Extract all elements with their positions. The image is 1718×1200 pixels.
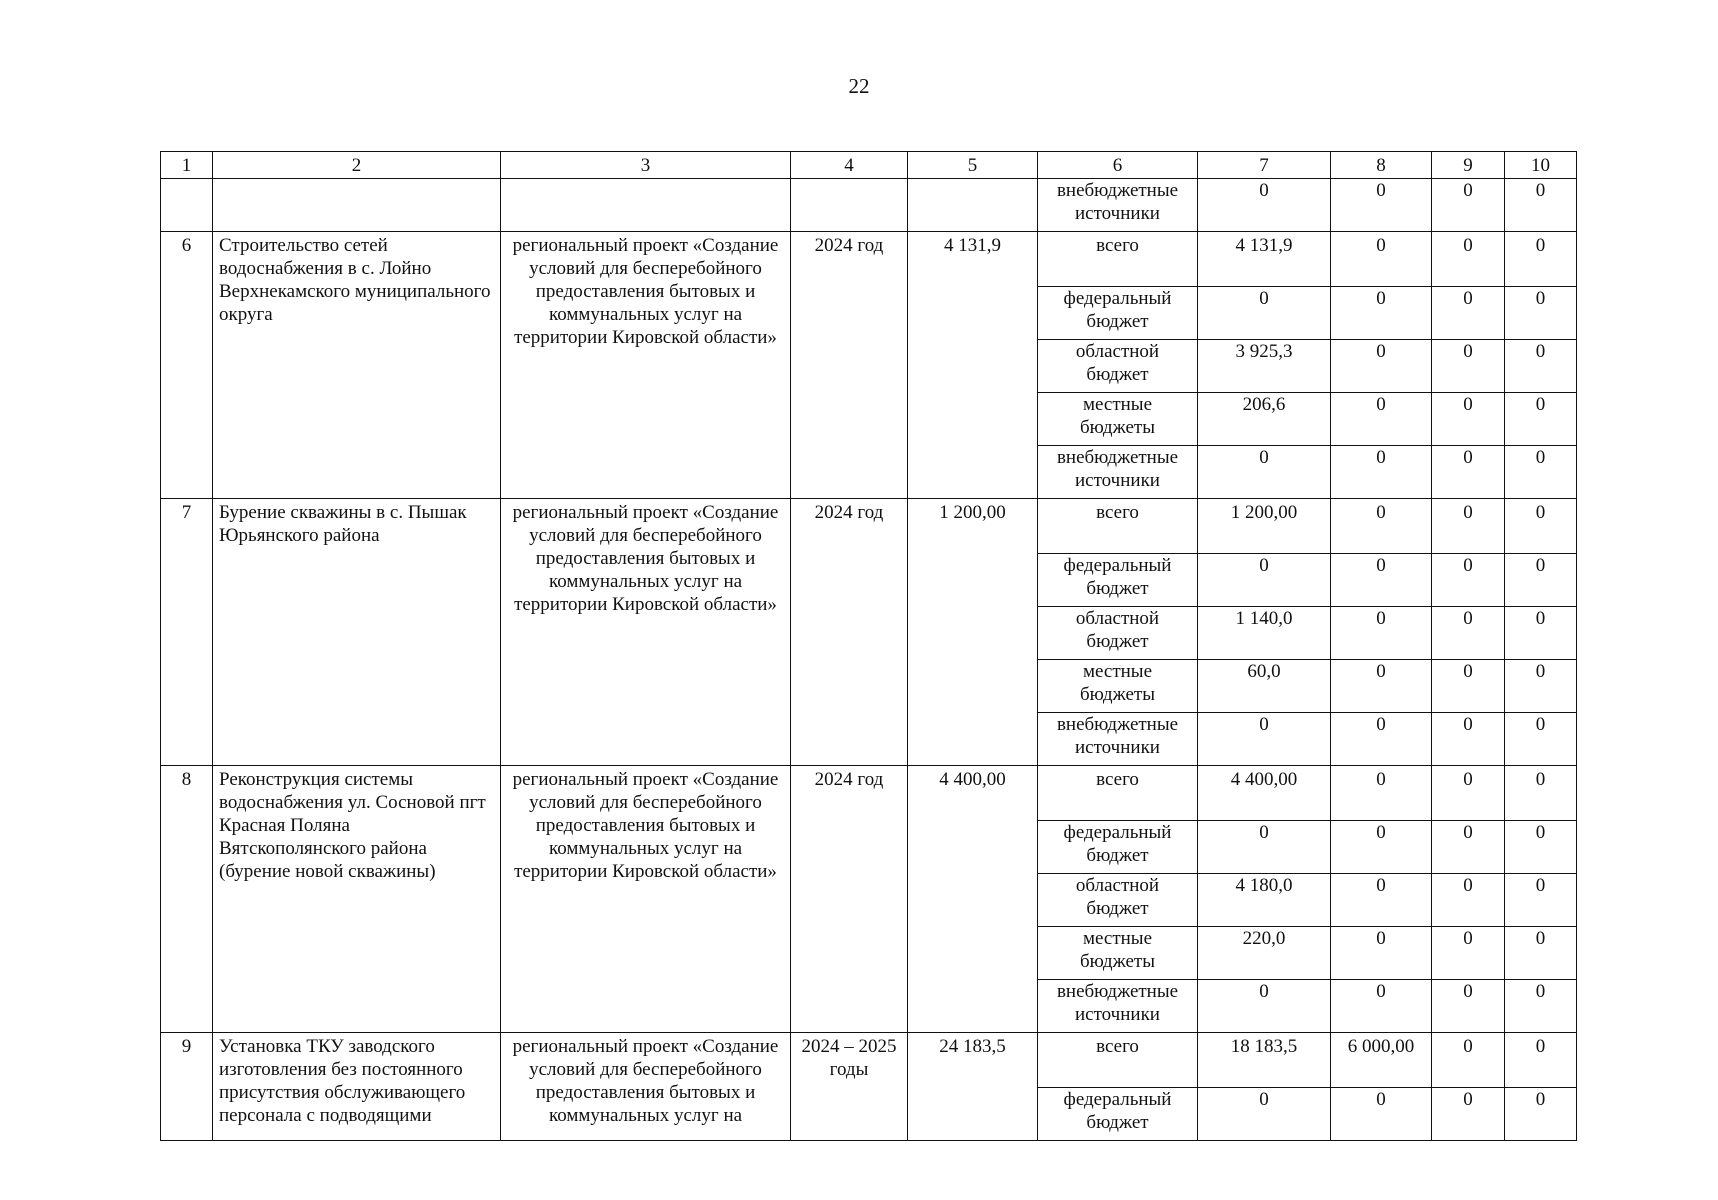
value-cell: 0 — [1198, 179, 1331, 232]
funding-source: областной бюджет — [1038, 607, 1198, 660]
value-cell: 1 140,0 — [1198, 607, 1331, 660]
col-header: 2 — [213, 152, 501, 179]
value-cell: 3 925,3 — [1198, 340, 1331, 393]
value-cell: 0 — [1432, 287, 1505, 340]
funding-source: федеральный бюджет — [1038, 1088, 1198, 1141]
empty-cell — [161, 179, 213, 232]
value-cell: 0 — [1432, 340, 1505, 393]
value-cell: 0 — [1331, 713, 1432, 766]
value-cell: 0 — [1432, 660, 1505, 713]
value-cell: 0 — [1505, 927, 1577, 980]
col-header: 9 — [1432, 152, 1505, 179]
value-cell: 0 — [1331, 766, 1432, 821]
value-cell: 0 — [1198, 1088, 1331, 1141]
item-total: 4 400,00 — [908, 766, 1038, 1033]
funding-source: внебюджетные источники — [1038, 446, 1198, 499]
value-cell: 1 200,00 — [1198, 499, 1331, 554]
value-cell: 0 — [1331, 927, 1432, 980]
value-cell: 0 — [1198, 287, 1331, 340]
budget-table — [160, 151, 1577, 1141]
value-cell: 220,0 — [1198, 927, 1331, 980]
value-cell: 0 — [1505, 393, 1577, 446]
funding-source: областной бюджет — [1038, 340, 1198, 393]
funding-source: внебюджетные источники — [1038, 179, 1198, 232]
value-cell: 4 400,00 — [1198, 766, 1331, 821]
funding-source: внебюджетные источники — [1038, 980, 1198, 1033]
value-cell: 0 — [1432, 393, 1505, 446]
funding-source: местные бюджеты — [1038, 393, 1198, 446]
value-cell: 0 — [1505, 554, 1577, 607]
value-cell: 0 — [1198, 713, 1331, 766]
col-header: 7 — [1198, 152, 1331, 179]
table-row — [161, 232, 1577, 287]
item-period: 2024 – 2025 годы — [791, 1033, 908, 1141]
item-name: Установка ТКУ заводского изготовления без постоянного присутствия обслуживающего персонала с подводящими — [213, 1033, 501, 1141]
item-project: региональный проект «Создание условий для бесперебойного предоставления бытовых и коммунальных услуг на территории Кировской области» — [501, 499, 791, 766]
value-cell: 0 — [1432, 766, 1505, 821]
item-number: 7 — [161, 499, 213, 766]
value-cell: 0 — [1432, 554, 1505, 607]
value-cell: 0 — [1505, 232, 1577, 287]
value-cell: 0 — [1331, 287, 1432, 340]
value-cell: 0 — [1198, 554, 1331, 607]
col-header: 5 — [908, 152, 1038, 179]
value-cell: 0 — [1432, 607, 1505, 660]
col-header: 3 — [501, 152, 791, 179]
item-total: 24 183,5 — [908, 1033, 1038, 1141]
value-cell: 0 — [1331, 340, 1432, 393]
value-cell: 0 — [1505, 1088, 1577, 1141]
value-cell: 0 — [1331, 554, 1432, 607]
col-header: 8 — [1331, 152, 1432, 179]
value-cell: 0 — [1331, 446, 1432, 499]
item-period: 2024 год — [791, 232, 908, 499]
value-cell: 0 — [1331, 874, 1432, 927]
table-row — [161, 499, 1577, 554]
item-total: 4 131,9 — [908, 232, 1038, 499]
value-cell: 0 — [1432, 927, 1505, 980]
value-cell: 0 — [1198, 980, 1331, 1033]
value-cell: 0 — [1432, 821, 1505, 874]
value-cell: 0 — [1331, 393, 1432, 446]
value-cell: 0 — [1331, 1088, 1432, 1141]
value-cell: 0 — [1505, 1033, 1577, 1088]
value-cell: 0 — [1331, 980, 1432, 1033]
funding-source: всего — [1038, 766, 1198, 821]
item-number: 6 — [161, 232, 213, 499]
value-cell: 0 — [1432, 713, 1505, 766]
value-cell: 0 — [1505, 660, 1577, 713]
value-cell: 0 — [1331, 499, 1432, 554]
empty-cell — [791, 179, 908, 232]
value-cell: 60,0 — [1198, 660, 1331, 713]
value-cell: 0 — [1432, 499, 1505, 554]
value-cell: 0 — [1505, 713, 1577, 766]
value-cell: 0 — [1505, 287, 1577, 340]
funding-source: местные бюджеты — [1038, 660, 1198, 713]
empty-cell — [908, 179, 1038, 232]
funding-source: федеральный бюджет — [1038, 821, 1198, 874]
value-cell: 0 — [1432, 446, 1505, 499]
header-row — [161, 152, 1577, 179]
value-cell: 0 — [1432, 179, 1505, 232]
col-header: 4 — [791, 152, 908, 179]
item-number: 9 — [161, 1033, 213, 1141]
funding-source: федеральный бюджет — [1038, 554, 1198, 607]
value-cell: 0 — [1505, 980, 1577, 1033]
value-cell: 0 — [1505, 766, 1577, 821]
item-name: Бурение скважины в с. Пышак Юрьянского района — [213, 499, 501, 766]
funding-source: федеральный бюджет — [1038, 287, 1198, 340]
funding-source: всего — [1038, 499, 1198, 554]
value-cell: 0 — [1505, 821, 1577, 874]
item-period: 2024 год — [791, 499, 908, 766]
item-period: 2024 год — [791, 766, 908, 1033]
value-cell: 6 000,00 — [1331, 1033, 1432, 1088]
value-cell: 0 — [1331, 660, 1432, 713]
value-cell: 0 — [1505, 607, 1577, 660]
empty-cell — [501, 179, 791, 232]
page-number: 22 — [848, 74, 870, 98]
funding-source: всего — [1038, 232, 1198, 287]
value-cell: 4 180,0 — [1198, 874, 1331, 927]
value-cell: 0 — [1432, 980, 1505, 1033]
value-cell: 0 — [1505, 340, 1577, 393]
item-name: Реконструкция системы водоснабжения ул. Сосновой пгт Красная Поляна Вятскополянского района (бурение новой скважины) — [213, 766, 501, 1033]
value-cell: 0 — [1198, 446, 1331, 499]
item-name: Строительство сетей водоснабжения в с. Лойно Верхнекамского муниципального округа — [213, 232, 501, 499]
funding-source: внебюджетные источники — [1038, 713, 1198, 766]
table-row — [161, 1033, 1577, 1088]
col-header: 10 — [1505, 152, 1577, 179]
value-cell: 18 183,5 — [1198, 1033, 1331, 1088]
empty-cell — [213, 179, 501, 232]
table-row — [161, 179, 1577, 232]
item-project: региональный проект «Создание условий для бесперебойного предоставления бытовых и коммунальных услуг на — [501, 1033, 791, 1141]
col-header: 1 — [161, 152, 213, 179]
funding-source: местные бюджеты — [1038, 927, 1198, 980]
item-project: региональный проект «Создание условий для бесперебойного предоставления бытовых и коммунальных услуг на территории Кировской области» — [501, 766, 791, 1033]
value-cell: 0 — [1432, 874, 1505, 927]
value-cell: 0 — [1505, 179, 1577, 232]
value-cell: 0 — [1505, 446, 1577, 499]
value-cell: 0 — [1432, 1088, 1505, 1141]
item-total: 1 200,00 — [908, 499, 1038, 766]
value-cell: 0 — [1505, 499, 1577, 554]
table-row — [161, 766, 1577, 821]
funding-source: областной бюджет — [1038, 874, 1198, 927]
item-number: 8 — [161, 766, 213, 1033]
value-cell: 4 131,9 — [1198, 232, 1331, 287]
value-cell: 206,6 — [1198, 393, 1331, 446]
value-cell: 0 — [1432, 1033, 1505, 1088]
item-project: региональный проект «Создание условий для бесперебойного предоставления бытовых и коммунальных услуг на территории Кировской области» — [501, 232, 791, 499]
funding-source: всего — [1038, 1033, 1198, 1088]
value-cell: 0 — [1198, 821, 1331, 874]
value-cell: 0 — [1331, 232, 1432, 287]
value-cell: 0 — [1432, 232, 1505, 287]
value-cell: 0 — [1331, 607, 1432, 660]
value-cell: 0 — [1505, 874, 1577, 927]
value-cell: 0 — [1331, 179, 1432, 232]
value-cell: 0 — [1331, 821, 1432, 874]
col-header: 6 — [1038, 152, 1198, 179]
